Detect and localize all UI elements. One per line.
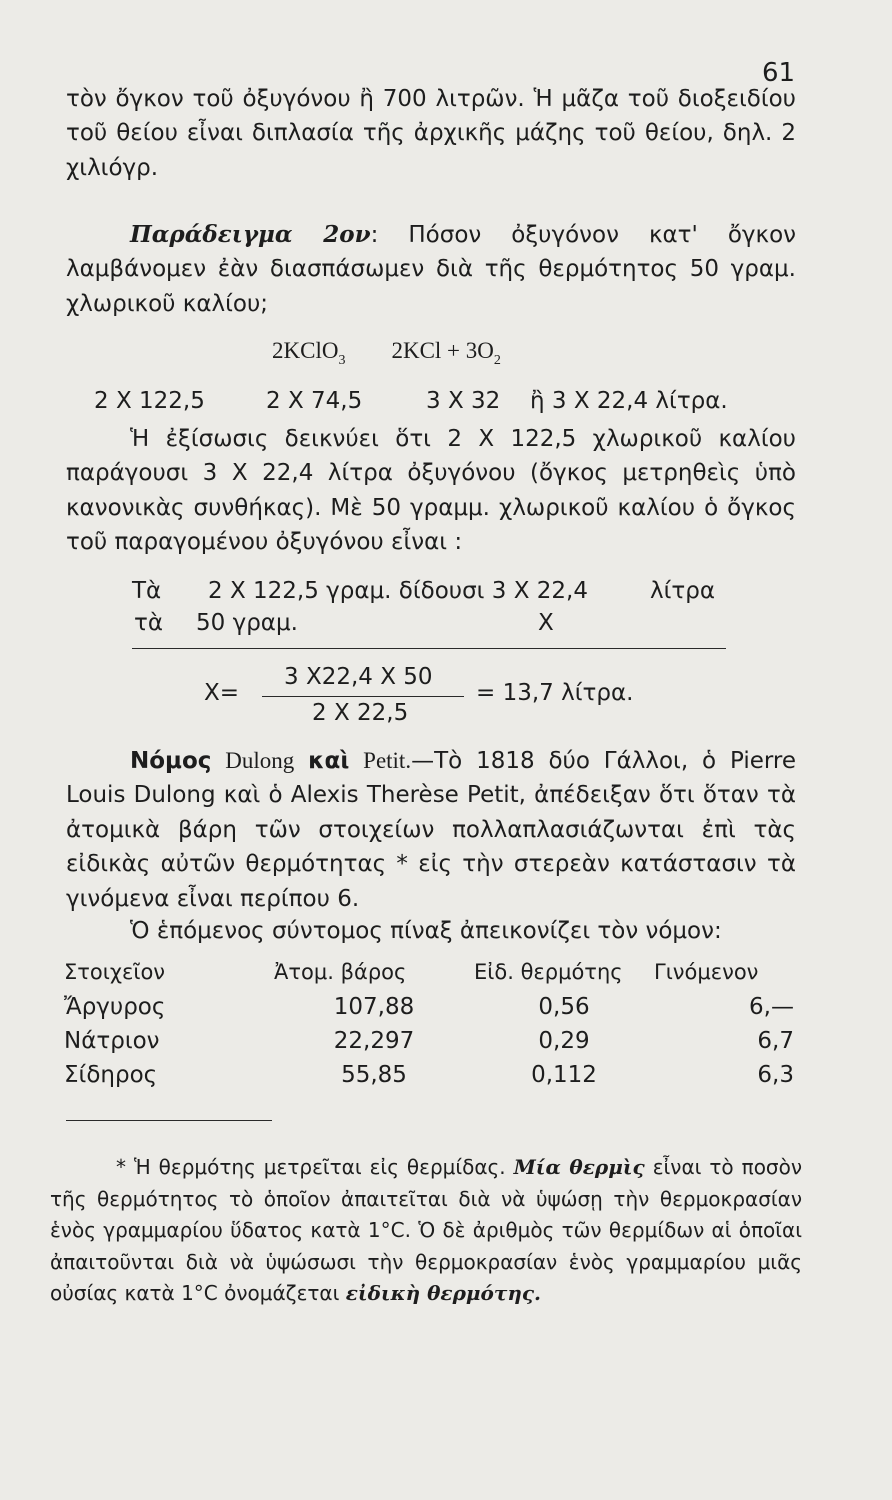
fraction-denominator: 2 X 22,5	[312, 700, 409, 726]
table-row	[64, 1024, 794, 1058]
table-cell: 0,29	[538, 1028, 590, 1054]
proportion-row2-b: 50 γραμ.	[196, 610, 298, 636]
law-title-b: Dulong	[225, 748, 295, 773]
proportion-row2-a: τὰ	[134, 610, 164, 636]
table-cell: 0,56	[538, 994, 590, 1020]
footnote	[50, 1152, 802, 1310]
fraction-bar	[262, 696, 464, 697]
example-text: : Πόσον ὀξυγόνον κατ' ὄγκον λαμβάνομεν ἐὰν διασπάσωμεν διὰ τῆς θερμότητος 50 γραμ. χλωρικοῦ καλίου;	[66, 222, 797, 317]
table-cell: Νάτριον	[64, 1028, 160, 1054]
proportion-row1-a: Τὰ	[132, 578, 162, 604]
table-cell: 6,—	[749, 994, 794, 1020]
page-number: 61	[762, 58, 796, 88]
law-paragraph	[66, 744, 796, 916]
chemical-equation	[272, 338, 501, 369]
footnote-b: Μία θερμὶς	[513, 1155, 645, 1179]
example-paragraph	[66, 218, 796, 321]
fraction-lhs: X=	[204, 680, 240, 706]
footnote-d: εἰδικὴ θερμότης.	[345, 1281, 541, 1305]
equation-reactant-subscript: 3	[338, 353, 346, 368]
footnote-c: εἶναι τὸ ποσὸν τῆς θερμότητος τὸ ὁποῖον ἀπαιτεῖται διὰ νὰ ὑψώσῃ τὴν θερμοκρασίαν ἑνὸς γραμμαρίου ὕδατος κατὰ 1°C. Ὁ δὲ ἀριθμὸς τῶν θερμίδων αἱ ὁποῖαι ἀπαιτοῦνται διὰ νὰ ὑψώσωσι τὴν θερμοκρασίαν ἑνὸς γραμμαρίου μιᾶς οὐσίας κατὰ 1°C ὀνομάζεται	[50, 1155, 803, 1305]
table-cell: 0,112	[531, 1062, 597, 1088]
table-cell: Σίδηρος	[64, 1062, 158, 1088]
quantity-1: 2 X 122,5	[94, 388, 205, 414]
proportion-rule	[132, 648, 726, 649]
table-row	[64, 990, 794, 1024]
table-header: Γινόμενον	[654, 960, 759, 984]
footnote-a: * Ἡ θερμότης μετρεῖται εἰς θερμίδας.	[116, 1155, 506, 1179]
equation-product-subscript: 2	[493, 353, 501, 368]
table-header: Ἀτομ. βάρος	[274, 960, 407, 984]
dulong-petit-table	[64, 960, 794, 1092]
proportion-row1-c: λίτρα	[650, 578, 716, 604]
quantity-2: 2 X 74,5	[266, 388, 363, 414]
proportion-row2-c: X	[538, 610, 554, 636]
law-title-c: καὶ	[308, 748, 350, 774]
table-cell: 55,85	[341, 1062, 407, 1088]
law-title-d: Petit.	[363, 748, 412, 773]
table-cell: 6,7	[757, 1028, 794, 1054]
quantity-3: 3 X 32	[426, 388, 501, 414]
intro-paragraph: τὸν ὄγκον τοῦ ὀξυγόνου ἢ 700 λιτρῶν. Ἡ μᾶζα τοῦ διοξειδίου τοῦ θείου εἶναι διπλασία τῆς ἀρχικῆς μάζης τοῦ θείου, δηλ. 2 χιλιόγρ.	[66, 86, 796, 181]
table-cell: 6,3	[757, 1062, 794, 1088]
equation-reactant: 2KClO	[272, 338, 339, 363]
table-cell: Ἄργυρος	[64, 994, 166, 1020]
table-cell: 22,297	[333, 1028, 415, 1054]
table-header: Εἰδ. θερμότης	[474, 960, 623, 984]
example-label: Παράδειγμα 2ον	[130, 221, 371, 248]
explanation-paragraph: Ἡ ἐξίσωσις δεικνύει ὅτι 2 X 122,5 χλωρικοῦ καλίου παράγουσι 3 X 22,4 λίτρα ὀξυγόνου (ὄγκος μετρηθεὶς ὑπὸ κανονικὰς συνθήκας). Μὲ 50 γραμμ. χλωρικοῦ καλίου ὁ ὄγκος τοῦ παραγομένου ὀξυγόνου εἶναι :	[66, 426, 796, 556]
table-cell: 107,88	[333, 994, 415, 1020]
table-header-row	[64, 960, 794, 990]
table-intro: Ὁ ἑπόμενος σύντομος πίναξ ἀπεικονίζει τὸν νόμον:	[130, 918, 722, 944]
fraction-result: = 13,7 λίτρα.	[476, 680, 634, 706]
table-header: Στοιχεῖον	[64, 960, 166, 984]
table-row	[64, 1058, 794, 1092]
footnote-rule	[66, 1120, 272, 1121]
quantity-4: ἢ 3 X 22,4 λίτρα.	[530, 388, 728, 414]
law-title-a: Νόμος	[130, 748, 212, 774]
proportion-row1-b: 2 X 122,5 γραμ. δίδουσι 3 X 22,4	[208, 578, 588, 604]
fraction-numerator: 3 X22,4 X 50	[284, 664, 433, 690]
law-text: —Τὸ 1818 δύο Γάλλοι, ὁ Pierre Louis Dulong καὶ ὁ Alexis Therèse Petit, ἀπέδειξαν ὅτι ὅταν τὰ ἀτομικὰ βάρη τῶν στοιχείων πολλαπλασιάζωνται ἐπὶ τὰς εἰδικὰς αὐτῶν θερμότητας * εἰς τὴν στερεὰν κατάστασιν τὰ γινόμενα εἶναι περίπου 6.	[66, 748, 797, 912]
equation-product: 2KCl + 3O	[391, 338, 494, 363]
